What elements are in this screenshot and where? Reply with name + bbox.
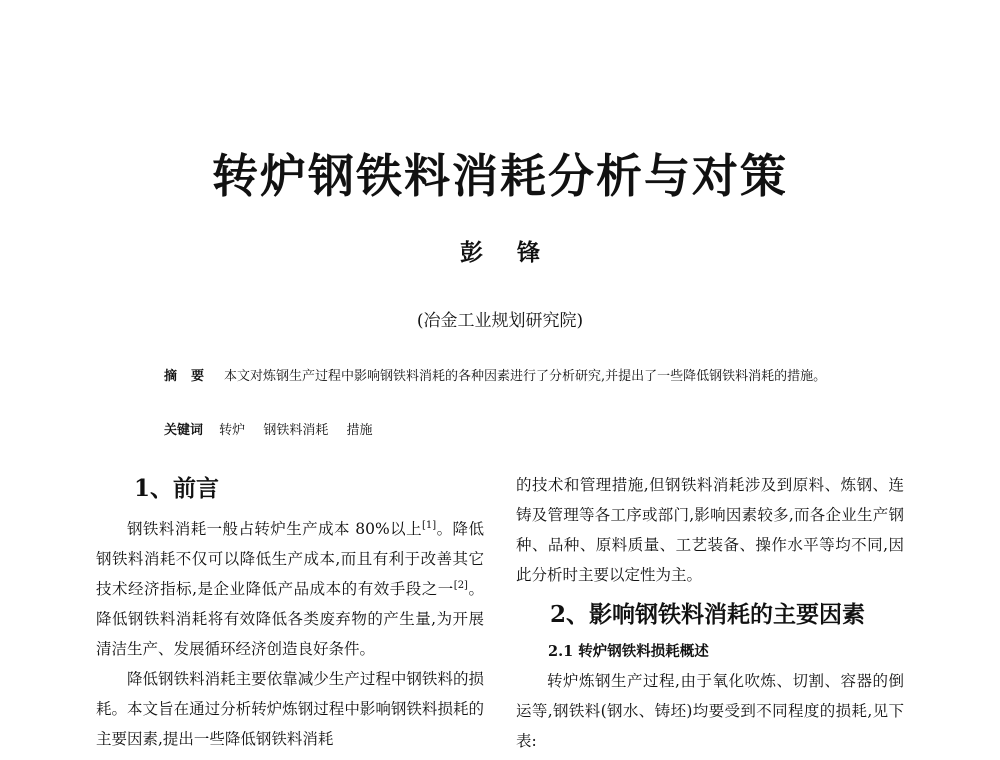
keywords [164,419,386,443]
keywords-label: 关键词 [164,423,204,438]
keyword: 钢铁料消耗 [263,423,329,438]
citation-2: [2] [453,579,468,591]
abstract-label: 摘要 [164,369,219,384]
section-heading-factors: 2、影响钢铁料消耗的主要因素 [550,601,866,628]
intro-text-c: 。降低钢铁料消耗将有效降低各类废弃物的产生量,为开展清洁生产、发展循环经济创造良好条件。 [96,580,484,658]
abstract [120,364,880,390]
paper-title: 转炉钢铁料消耗分析与对策 [212,149,788,203]
intro-text-b: 。降低钢铁料消耗不仅可以降低生产成本,而且有利于改善其它技术经济指标,是企业降低产品成本的有效手段之一 [96,520,484,598]
intro-paragraph-2: 降低钢铁料消耗主要依靠减少生产过程中钢铁料的损耗。本文旨在通过分析转炉炼钢过程中影响钢铁料损耗的主要因素,提出一些降低钢铁料消耗 [96,670,484,748]
intro-paragraph-1 [96,514,484,664]
abstract-text: 本文对炼钢生产过程中影响钢铁料消耗的各种因素进行了分析研究,并提出了一些降低钢铁料消耗的措施。 [224,369,827,384]
left-column [96,470,484,754]
subsection-heading-overview: 2.1 转炉钢铁料损耗概述 [548,643,709,660]
keyword: 措施 [346,423,373,438]
intro-text-a: 钢铁料消耗一般占转炉生产成本 80%以上 [127,520,423,538]
intro-paragraph-continuation: 的技术和管理措施,但钢铁料消耗涉及到原料、炼钢、连铸及管理等各工序或部门,影响因素较多,而各企业生产钢种、品种、原料质量、工艺装备、操作水平等均不同,因此分析时主要以定性为主。 [516,476,904,584]
right-column [516,470,904,756]
section-heading-introduction: 1、前言 [134,475,220,502]
author-name: 彭锋 [460,239,574,266]
citation-1: [1] [422,519,437,531]
overview-paragraph: 转炉炼钢生产过程,由于氧化吹炼、切割、容器的倒运等,钢铁料(钢水、铸坯)均要受到不同程度的损耗,见下表: [516,672,904,750]
author-affiliation: (冶金工业规划研究院) [416,311,584,331]
keyword: 转炉 [219,423,246,438]
